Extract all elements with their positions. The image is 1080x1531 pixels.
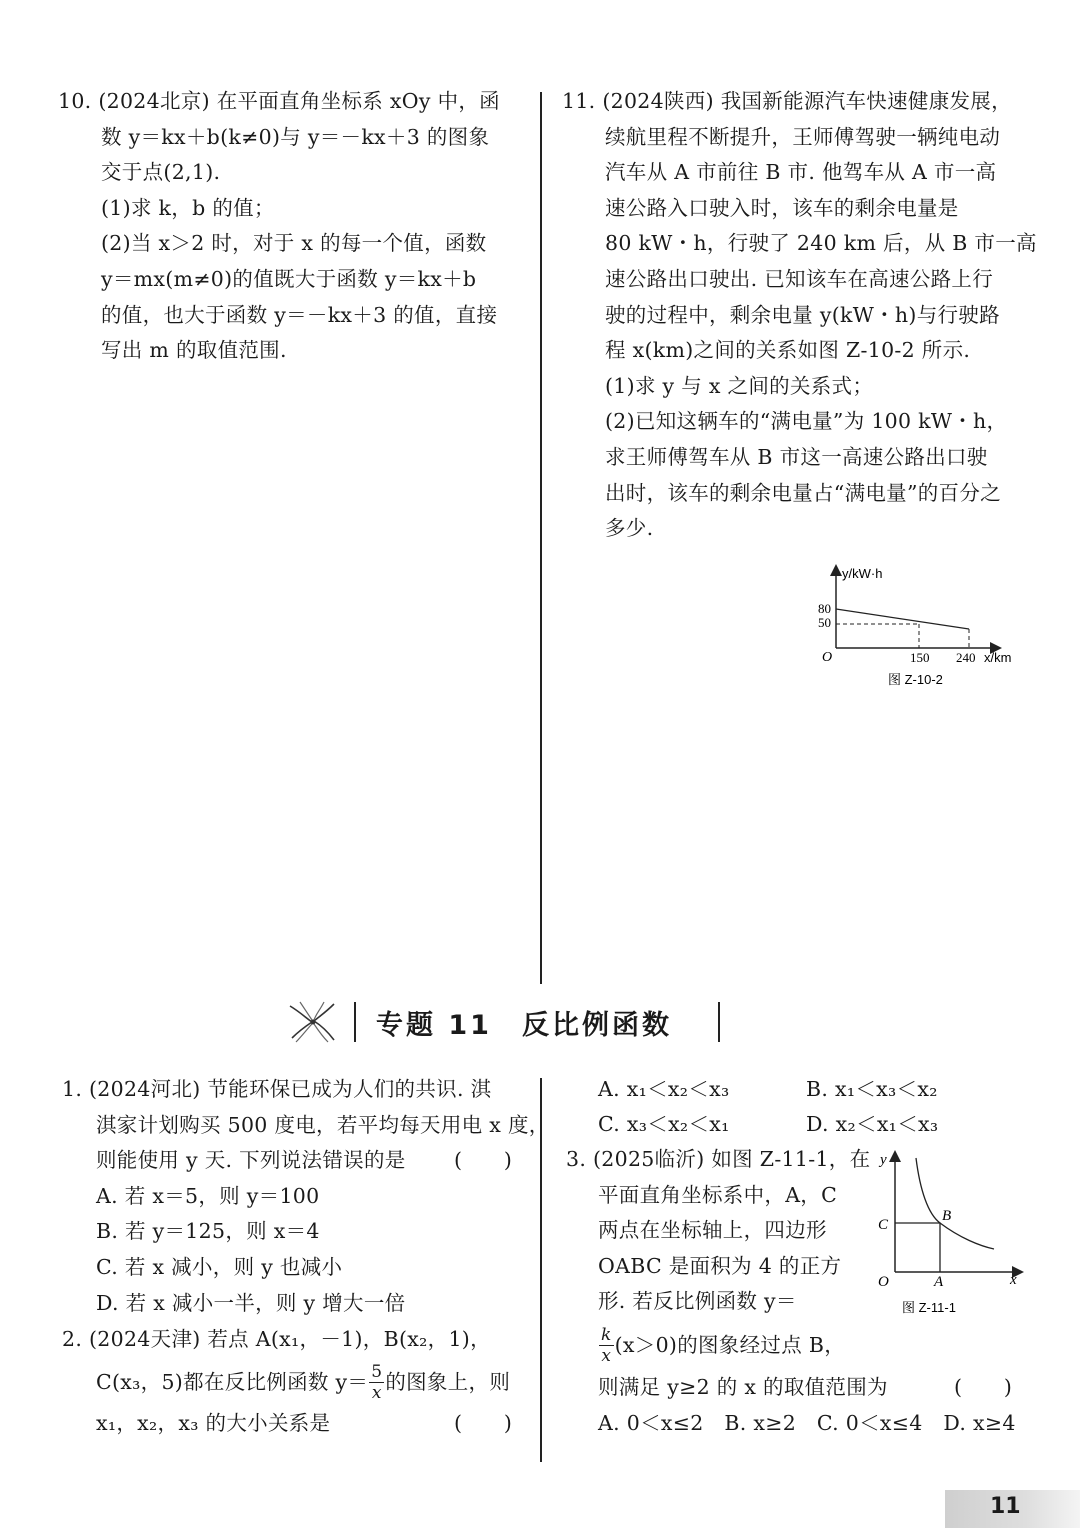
header-bar-left [354,1002,356,1042]
square-oabc [895,1223,940,1272]
q10-line: (2)当 x＞2 时，对于 x 的每一个值，函数 [101,231,487,256]
p1-line: 1. (2024河北) 节能环保已成为人们的共识. 淇 [62,1077,492,1101]
header-bar-right [718,1002,720,1042]
answer-paren: ( ) [954,1374,1013,1399]
p3-fraction [599,1327,614,1365]
column-divider-top [540,92,542,984]
answer-paren: ( ) [454,1148,513,1173]
p3-line: 形. 若反比例函数 y＝ [598,1289,797,1314]
point-c-label: C [878,1217,889,1233]
q10-line: 数 y＝kx＋b(k≠0)与 y＝－kx＋3 的图象 [101,124,490,149]
hyperbola-curve [916,1158,994,1249]
p2-frac-den: x [371,1383,382,1404]
p3-line: 平面直角坐标系中，A，C [598,1182,838,1207]
data-line [836,609,969,629]
question-10 [58,84,500,369]
p1-option-a: A. 若 x＝5，则 y＝100 [96,1183,320,1208]
q10-line: y＝mx(m≠0)的值既大于函数 y＝kx＋b [101,266,477,291]
problem-2 [62,1322,513,1441]
p2-line2-after: 的图象上，则 [385,1369,511,1394]
p3-line7: 则满足 y≥2 的 x 的取值范围为 [598,1374,888,1399]
q10-line: (1)求 k，b 的值； [101,195,275,220]
x-label: x [1010,1272,1017,1288]
q11-line: 出时，该车的剩余电量占“满电量”的百分之 [605,480,1001,505]
y-tick-80: 80 [818,601,831,616]
p2-frac-num: 5 [371,1362,383,1383]
p1-option-b: B. 若 y＝125，则 x＝4 [96,1219,320,1244]
y-axis-label: y/kW·h [842,566,883,581]
q10-line: 10. (2024北京) 在平面直角坐标系 xOy 中，函 [58,89,500,113]
q11-line: 驶的过程中，剩余电量 y(kW・h)与行驶路 [605,302,1000,327]
p2-option-b: B. x₁＜x₃＜x₂ [806,1077,938,1101]
q10-line: 交于点(2,1). [101,160,221,185]
x-tick-240: 240 [956,650,976,665]
page-number: 11 [990,1494,1021,1519]
q11-line: 多少. [605,516,654,541]
q11-line: 11. (2024陕西) 我国新能源汽车快速健康发展， [562,89,1012,113]
y-label: y [880,1152,887,1168]
q11-line: 速公路出口驶出. 已知该车在高速公路上行 [605,266,994,291]
x-tick-150: 150 [910,650,930,665]
p3-frac-den: x [601,1346,612,1367]
p3-line: 两点在坐标轴上，四边形 [598,1218,827,1243]
p2-line2-before: C(x₃，5)都在反比例函数 y＝ [96,1369,369,1394]
p2-option-a: A. x₁＜x₂＜x₃ [598,1077,730,1101]
p3-options: A. 0＜x≤2 B. x≥2 C. 0＜x≤4 D. x≥4 [598,1410,1016,1435]
q10-line: 的值，也大于函数 y＝－kx＋3 的值，直接 [101,302,498,327]
p1-option-d: D. 若 x 减小一半，则 y 增大一倍 [96,1290,406,1315]
p3-line: OABC 是面积为 4 的正方 [598,1253,842,1278]
q11-line: 汽车从 A 市前往 B 市. 他驾车从 A 市一高 [605,160,997,185]
p1-line: 淇家计划购买 500 度电，若平均每天用电 x 度， [96,1112,550,1137]
q11-line: 程 x(km)之间的关系如图 Z-10-2 所示. [605,338,971,363]
p3-frac-after: (x＞0)的图象经过点 B， [614,1332,845,1357]
q11-line: (1)求 y 与 x 之间的关系式； [605,373,874,398]
figure-caption: 图 Z-11-1 [902,1300,956,1315]
figure-caption: 图 Z-10-2 [888,672,943,687]
p2-option-c: C. x₃＜x₂＜x₁ [598,1112,730,1136]
p1-option-c: C. 若 x 减小，则 y 也减小 [96,1254,343,1279]
point-b-label: B [942,1208,952,1224]
question-11 [562,84,1037,547]
figure-z-11-1 [868,1150,1038,1320]
p2-fraction [369,1364,384,1402]
q11-line: (2)已知这辆车的“满电量”为 100 kW・h， [605,409,1008,434]
problem-1 [62,1072,550,1321]
p2-option-d: D. x₂＜x₁＜x₃ [806,1112,939,1136]
q11-line: 续航里程不断提升，王师傅驾驶一辆纯电动 [605,124,1001,149]
origin-label: O [878,1274,889,1290]
origin-label: O [822,650,833,665]
p2-line3: x₁，x₂，x₃ 的大小关系是 [96,1410,331,1435]
p1-line [62,1143,550,1179]
answer-paren: ( ) [454,1410,513,1435]
decorative-flourish-icon [286,998,340,1044]
figure-z-10-2 [800,560,1040,690]
p3-frac-num: k [601,1325,612,1346]
p2-line [62,1406,513,1442]
point-a-label: A [934,1274,944,1290]
p1-stem-end: 则能使用 y 天. 下列说法错误的是 [96,1148,406,1173]
p2-line [62,1358,510,1406]
y-tick-50: 50 [818,615,831,630]
q11-line: 求王师傅驾车从 B 市这一高速公路出口驶 [605,444,988,469]
p3-line: 3. (2025临沂) 如图 Z-11-1，在 [566,1147,871,1171]
p3-line [566,1320,1016,1370]
section-title: 专题 11 反比例函数 [376,1010,672,1041]
p3-line [566,1370,1016,1406]
q11-line: 80 kW・h，行驶了 240 km 后，从 B 市一高 [605,231,1037,256]
x-axis-label: x/km [984,650,1012,665]
p2-line: 2. (2024天津) 若点 A(x₁，－1)，B(x₂，1)， [62,1327,491,1351]
q11-line: 速公路入口驶入时，该车的剩余电量是 [605,195,959,220]
q10-line: 写出 m 的取值范围. [101,338,287,363]
